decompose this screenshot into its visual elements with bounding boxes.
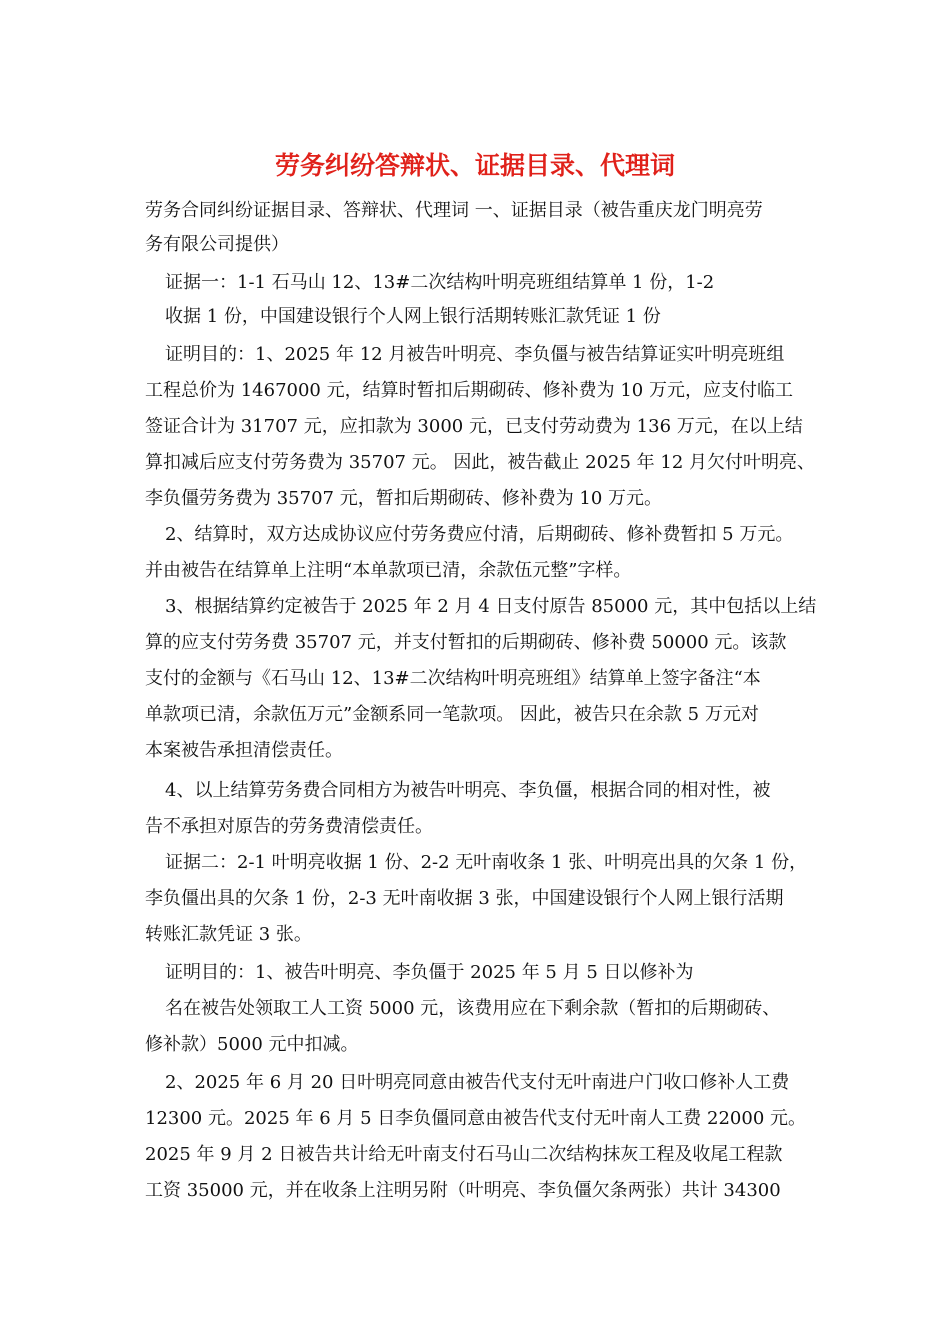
body-line: 单款项已清，余款伍万元”金额系同一笔款项。 因此，被告只在余款 5 万元对 [145, 704, 759, 725]
body-line: 2、结算时，双方达成协议应付劳务费应付清，后期砌砖、修补费暂扣 5 万元。 [165, 524, 794, 545]
body-line: 4、以上结算劳务费合同相方为被告叶明亮、李负僵，根据合同的相对性，被 [165, 780, 771, 801]
body-line: 证据二：2-1 叶明亮收据 1 份、2-2 无叶南收条 1 张、叶明亮出具的欠条 1 份， [165, 852, 808, 873]
body-line: 并由被告在结算单上注明“本单款项已清，余款伍元整”字样。 [145, 560, 632, 581]
body-line: 12300 元。2025 年 6 月 5 日李负僵同意由被告代支付无叶南人工费 22000 元。 [145, 1108, 807, 1129]
body-line: 工程总价为 1467000 元，结算时暂扣后期砌砖、修补费为 10 万元，应支付临工 [145, 380, 793, 401]
body-line: 劳务合同纠纷证据目录、答辩状、代理词 一、证据目录（被告重庆龙门明亮劳 [145, 200, 763, 221]
body-line: 2、2025 年 6 月 20 日叶明亮同意由被告代支付无叶南进户门收口修补人工费 [165, 1072, 790, 1093]
body-line: 本案被告承担清偿责任。 [145, 740, 343, 761]
body-line: 2025 年 9 月 2 日被告共计给无叶南支付石马山二次结构抹灰工程及收尾工程款 [145, 1144, 783, 1165]
body-line: 告不承担对原告的劳务费清偿责任。 [145, 816, 433, 837]
body-line: 签证合计为 31707 元，应扣款为 3000 元，已支付劳动费为 136 万元，在以上结 [145, 416, 803, 437]
body-line: 证明目的：1、被告叶明亮、李负僵于 2025 年 5 月 5 日以修补为 [165, 962, 694, 983]
body-line: 算的应支付劳务费 35707 元，并支付暂扣的后期砌砖、修补费 50000 元。该款 [145, 632, 787, 653]
body-line: 李负僵劳务费为 35707 元，暂扣后期砌砖、修补费为 10 万元。 [145, 488, 663, 509]
body-line: 支付的金额与《石马山 12、13#二次结构叶明亮班组》结算单上签字备注“本 [145, 668, 761, 689]
body-line: 修补款）5000 元中扣减。 [145, 1034, 359, 1055]
body-line: 证明目的：1、2025 年 12 月被告叶明亮、李负僵与被告结算证实叶明亮班组 [165, 344, 785, 365]
document-title: 劳务纠纷答辩状、证据目录、代理词 [274, 151, 675, 180]
body-line: 收据 1 份，中国建设银行个人网上银行活期转账汇款凭证 1 份 [165, 306, 661, 327]
body-line: 工资 35000 元，并在收条上注明另附（叶明亮、李负僵欠条两张）共计 34300 [145, 1180, 781, 1201]
body-line: 转账汇款凭证 3 张。 [145, 924, 312, 945]
body-line: 算扣减后应支付劳务费为 35707 元。 因此，被告截止 2025 年 12 月欠付叶明亮、 [145, 452, 816, 473]
body-line: 3、根据结算约定被告于 2025 年 2 月 4 日支付原告 85000 元，其中包括以上结 [165, 596, 817, 617]
body-line: 务有限公司提供） [145, 234, 289, 255]
body-line: 李负僵出具的欠条 1 份，2-3 无叶南收据 3 张，中国建设银行个人网上银行活期 [145, 888, 784, 909]
body-line: 名在被告处领取工人工资 5000 元，该费用应在下剩余款（暂扣的后期砌砖、 [165, 998, 781, 1019]
body-line: 证据一：1-1 石马山 12、13#二次结构叶明亮班组结算单 1 份，1-2 [165, 272, 715, 293]
